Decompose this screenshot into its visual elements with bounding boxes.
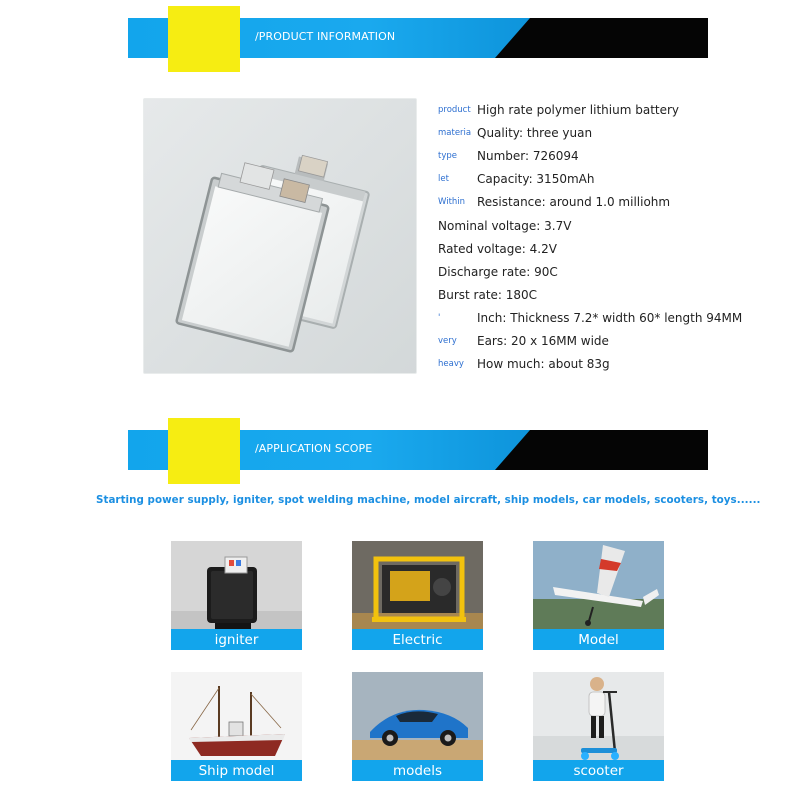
spec-tag: Within (438, 197, 466, 207)
spec-tag: let (438, 174, 449, 184)
battery-photo (143, 98, 417, 374)
card-label: Electric (392, 632, 443, 648)
card-ship-model (171, 672, 302, 781)
banner-yellow-block (168, 418, 240, 484)
card-label: Model (578, 632, 619, 648)
spec-tag: ' (438, 313, 441, 323)
spec-value: High rate polymer lithium battery (477, 103, 680, 117)
spec-tag: materia (438, 128, 472, 138)
card-scooter (533, 672, 664, 781)
card-label: models (392, 763, 443, 779)
banner-black-bar (495, 18, 708, 58)
spec-value: Discharge rate: 90C (438, 265, 558, 279)
card-igniter (171, 541, 302, 650)
card-electric (352, 541, 483, 650)
card-label: igniter (214, 632, 259, 648)
card-label: scooter (573, 763, 624, 779)
card-models (352, 672, 483, 781)
spec-value: How much: about 83g (477, 357, 610, 371)
spec-value: Resistance: around 1.0 milliohm (477, 195, 671, 209)
battery-image (144, 99, 417, 374)
spec-tag: product (438, 105, 471, 115)
spec-value: Inch: Thickness 7.2* width 60* length 94MM (477, 311, 743, 325)
banner-yellow-block (168, 6, 240, 72)
product-information-title: /PRODUCT INFORMATION (255, 30, 396, 43)
card-label: Ship model (198, 763, 275, 779)
card-model (533, 541, 664, 650)
spec-value: Rated voltage: 4.2V (438, 242, 557, 256)
application-scope-banner (0, 418, 800, 484)
spec-tag: type (438, 151, 457, 161)
spec-value: Burst rate: 180C (438, 288, 538, 302)
spec-value: Ears: 20 x 16MM wide (477, 334, 609, 348)
spec-value: Quality: three yuan (477, 126, 593, 140)
spec-tag: heavy (438, 359, 464, 369)
product-information-banner (0, 6, 800, 72)
spec-value: Nominal voltage: 3.7V (438, 219, 572, 233)
application-scope-text: Starting power supply, igniter, spot welding machine, model aircraft, ship models, car models, scooters, toys...... (96, 494, 761, 506)
banner-black-bar (495, 430, 708, 470)
spec-value: Number: 726094 (477, 149, 579, 163)
spec-tag: very (438, 336, 457, 346)
spec-value: Capacity: 3150mAh (477, 172, 595, 186)
application-scope-title: /APPLICATION SCOPE (255, 442, 373, 455)
